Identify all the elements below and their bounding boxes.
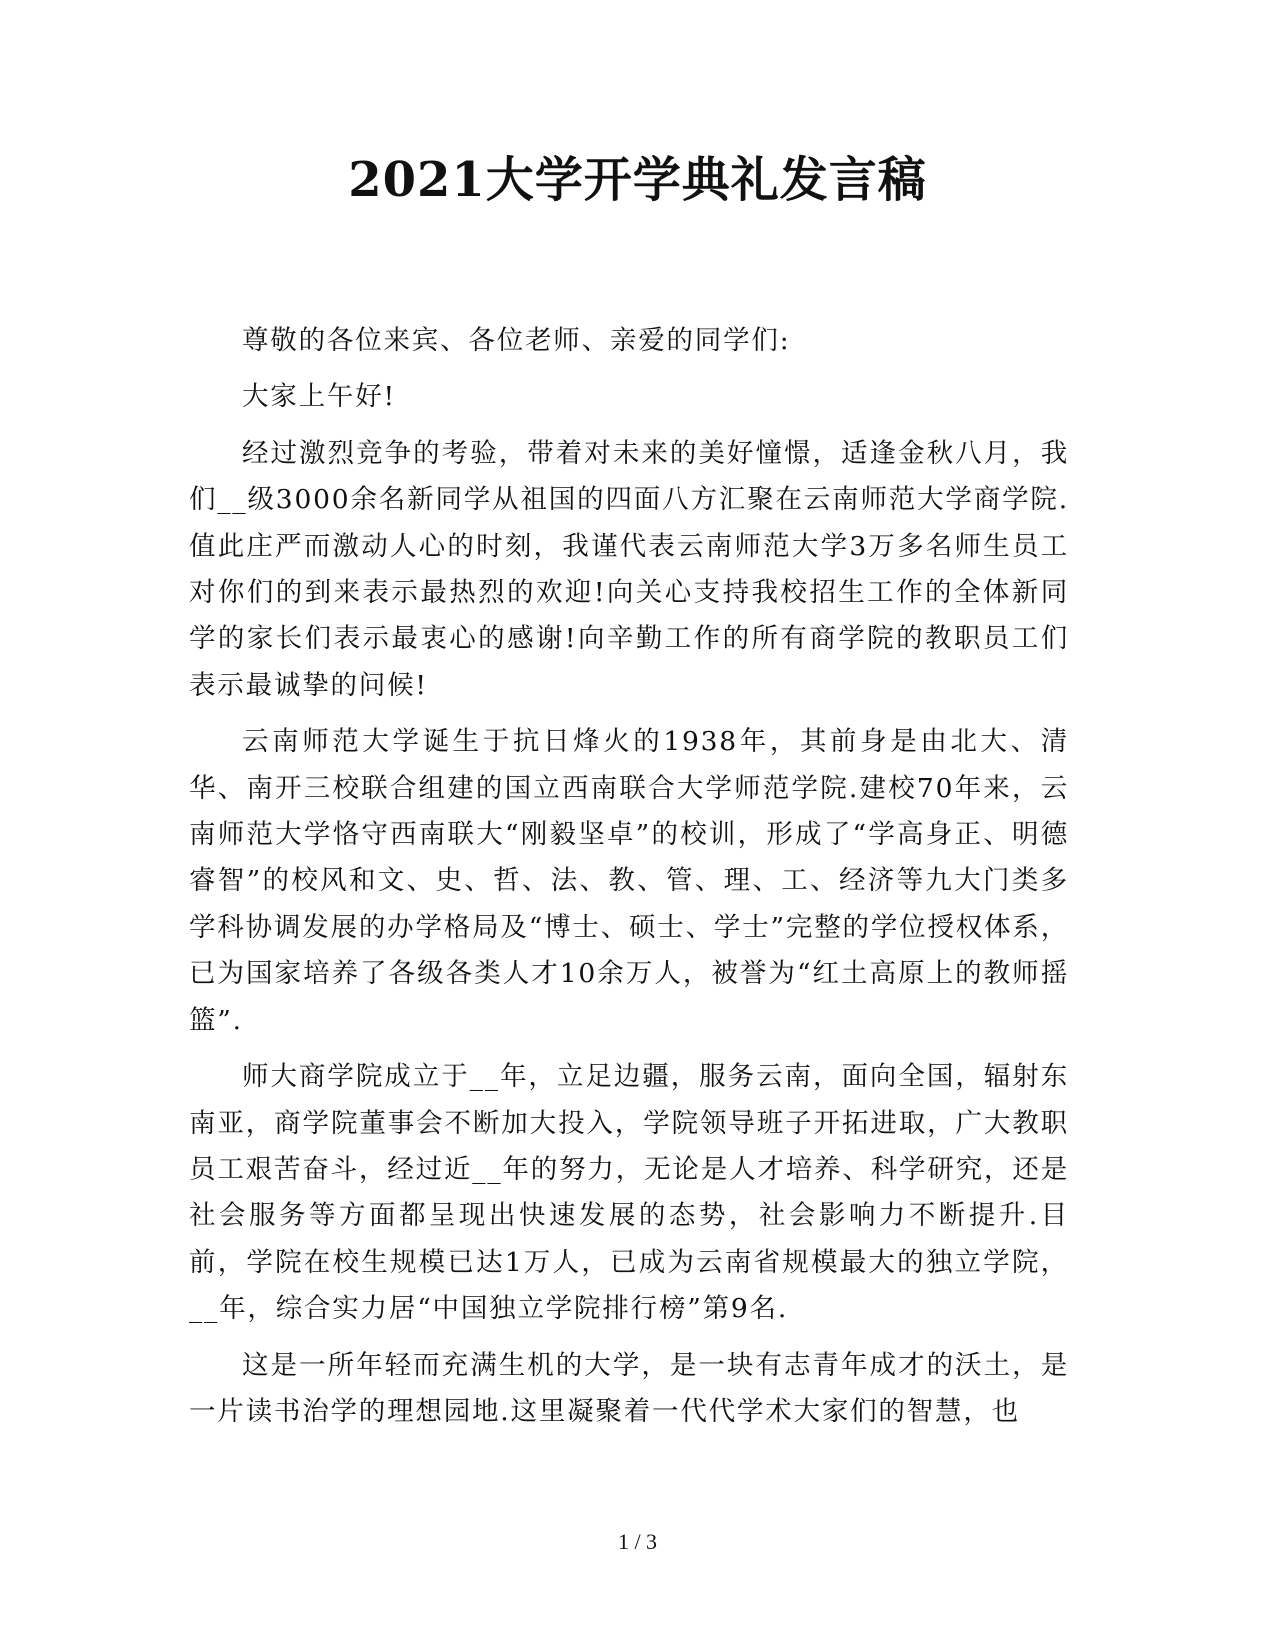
page-number: 1 / 3 [617, 1529, 658, 1554]
greeting-paragraph: 大家上午好! [242, 381, 396, 413]
document-title: 2021大学开学典礼发言稿 [348, 152, 927, 208]
university-history-paragraph: 云南师范大学诞生于抗日烽火的1938年，其前身是由北大、清华、南开三校联合组建的国立西南联合大学师范学院.建校70年来，云南师范大学恪守西南联大“刚毅坚卓”的校训，形成了“学高身正、明德睿智”的校风和文、史、哲、法、教、管、理、工、经济等九大门类多学科协调发展的办学格局及“博士、硕士、学士”完整的学位授权体系，已为国家培养了各级各类人才10余万人，被誉为“红土高原上的教师摇篮”. [189, 726, 1069, 1036]
document-body [189, 318, 1069, 1445]
business-school-paragraph: 师大商学院成立于__年，立足边疆，服务云南，面向全国，辐射东南亚，商学院董事会不断加大投入，学院领导班子开拓进取，广大教职员工艰苦奋斗，经过近__年的努力，无论是人才培养、科学研究，还是社会服务等方面都呈现出快速发展的态势，社会影响力不断提升.目前，学院在校生规模已达1万人，已成为云南省规模最大的独立学院，__年，综合实力居“中国独立学院排行榜”第9名. [189, 1061, 1069, 1325]
welcome-paragraph: 经过激烈竞争的考验，带着对未来的美好憧憬，适逢金秋八月，我们__级3000余名新同学从祖国的四面八方汇聚在云南师范大学商学院.值此庄严而激动人心的时刻，我谨代表云南师范大学3万多名师生员工对你们的到来表示最热烈的欢迎!向关心支持我校招生工作的全体新同学的家长们表示最衷心的感谢!向辛勤工作的所有商学院的教职员工们表示最诚挚的问候! [189, 437, 1069, 701]
closing-paragraph: 这是一所年轻而充满生机的大学，是一块有志青年成才的沃土，是一片读书治学的理想园地.这里凝聚着一代代学术大家们的智慧，也 [189, 1349, 1069, 1427]
salutation-paragraph: 尊敬的各位来宾、各位老师、亲爱的同学们: [242, 325, 791, 356]
